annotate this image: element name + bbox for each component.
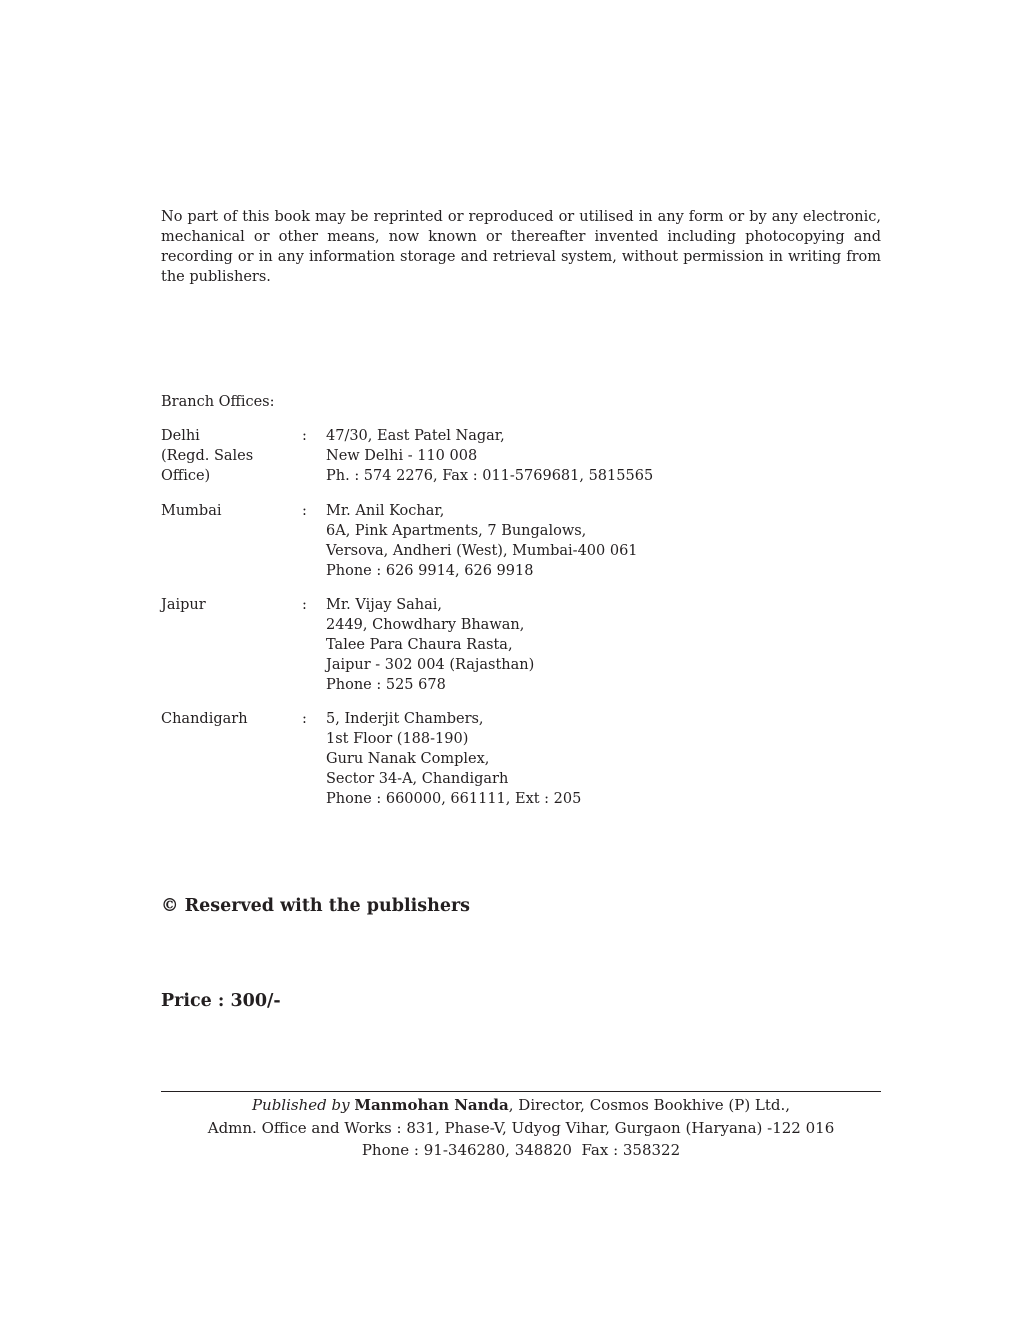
city-line: Jaipur — [161, 597, 206, 613]
city-line: Chandigarh — [161, 711, 248, 727]
branch-separator: : — [302, 428, 307, 444]
publisher-footer — [161, 1094, 881, 1162]
publisher-name: Manmohan Nanda — [354, 1096, 509, 1114]
published-by-label: Published by — [251, 1096, 350, 1114]
address-line: Versova, Andheri (West), Mumbai-400 061 — [326, 543, 638, 559]
footer-divider — [161, 1091, 881, 1092]
branch-city — [161, 709, 291, 729]
address-line: Mr. Vijay Sahai, — [326, 597, 443, 613]
city-line: Mumbai — [161, 503, 222, 519]
address-line: Phone : 626 9914, 626 9918 — [326, 563, 534, 579]
branch-separator: : — [302, 711, 307, 727]
price-label: Price : 300/- — [161, 991, 281, 1011]
address-line: 47/30, East Patel Nagar, — [326, 428, 505, 444]
address-line: Phone : 525 678 — [326, 677, 446, 693]
address-line: Jaipur - 302 004 (Rajasthan) — [326, 657, 535, 673]
address-line: Sector 34-A, Chandigarh — [326, 771, 509, 787]
city-line: Office) — [161, 468, 211, 484]
address-line: Phone : 660000, 661111, Ext : 205 — [326, 791, 582, 807]
address-line: Mr. Anil Kochar, — [326, 503, 445, 519]
branch-city — [161, 595, 291, 615]
publisher-details: , Director, Cosmos Bookhive (P) Ltd., — [508, 1096, 791, 1114]
branch-city — [161, 426, 291, 486]
address-line: 6A, Pink Apartments, 7 Bungalows, — [326, 523, 587, 539]
branch-address — [326, 709, 826, 809]
branch-city — [161, 501, 291, 521]
branch-offices-heading: Branch Offices: — [161, 394, 275, 410]
city-line: Delhi — [161, 428, 200, 444]
address-line: New Delhi - 110 008 — [326, 448, 478, 464]
address-line: 1st Floor (188-190) — [326, 731, 469, 747]
address-line: Guru Nanak Complex, — [326, 751, 490, 767]
address-line: Talee Para Chaura Rasta, — [326, 637, 513, 653]
publisher-line — [161, 1094, 881, 1117]
office-address-line: Admn. Office and Works : 831, Phase-V, Udyog Vihar, Gurgaon (Haryana) -122 016 — [207, 1118, 835, 1137]
address-line: 2449, Chowdhary Bhawan, — [326, 617, 525, 633]
address-line: 5, Inderjit Chambers, — [326, 711, 484, 727]
branch-address — [326, 595, 826, 695]
branch-address — [326, 426, 826, 486]
branch-separator: : — [302, 597, 307, 613]
branch-separator: : — [302, 503, 307, 519]
rights-reserved-notice: © Reserved with the publishers — [161, 896, 471, 916]
copyright-notice: No part of this book may be reprinted or reproduced or utilised in any form or by any electronic, mechanical or other means, now known or thereafter invented including photocopying and recording or in any information storage and retrieval system, without permission in writing from the publishers. — [161, 209, 881, 285]
city-line: (Regd. Sales — [161, 448, 254, 464]
branch-address — [326, 501, 826, 581]
address-line: Ph. : 574 2276, Fax : 011-5769681, 5815565 — [326, 468, 654, 484]
contact-line: Phone : 91-346280, 348820 Fax : 358322 — [361, 1141, 681, 1159]
